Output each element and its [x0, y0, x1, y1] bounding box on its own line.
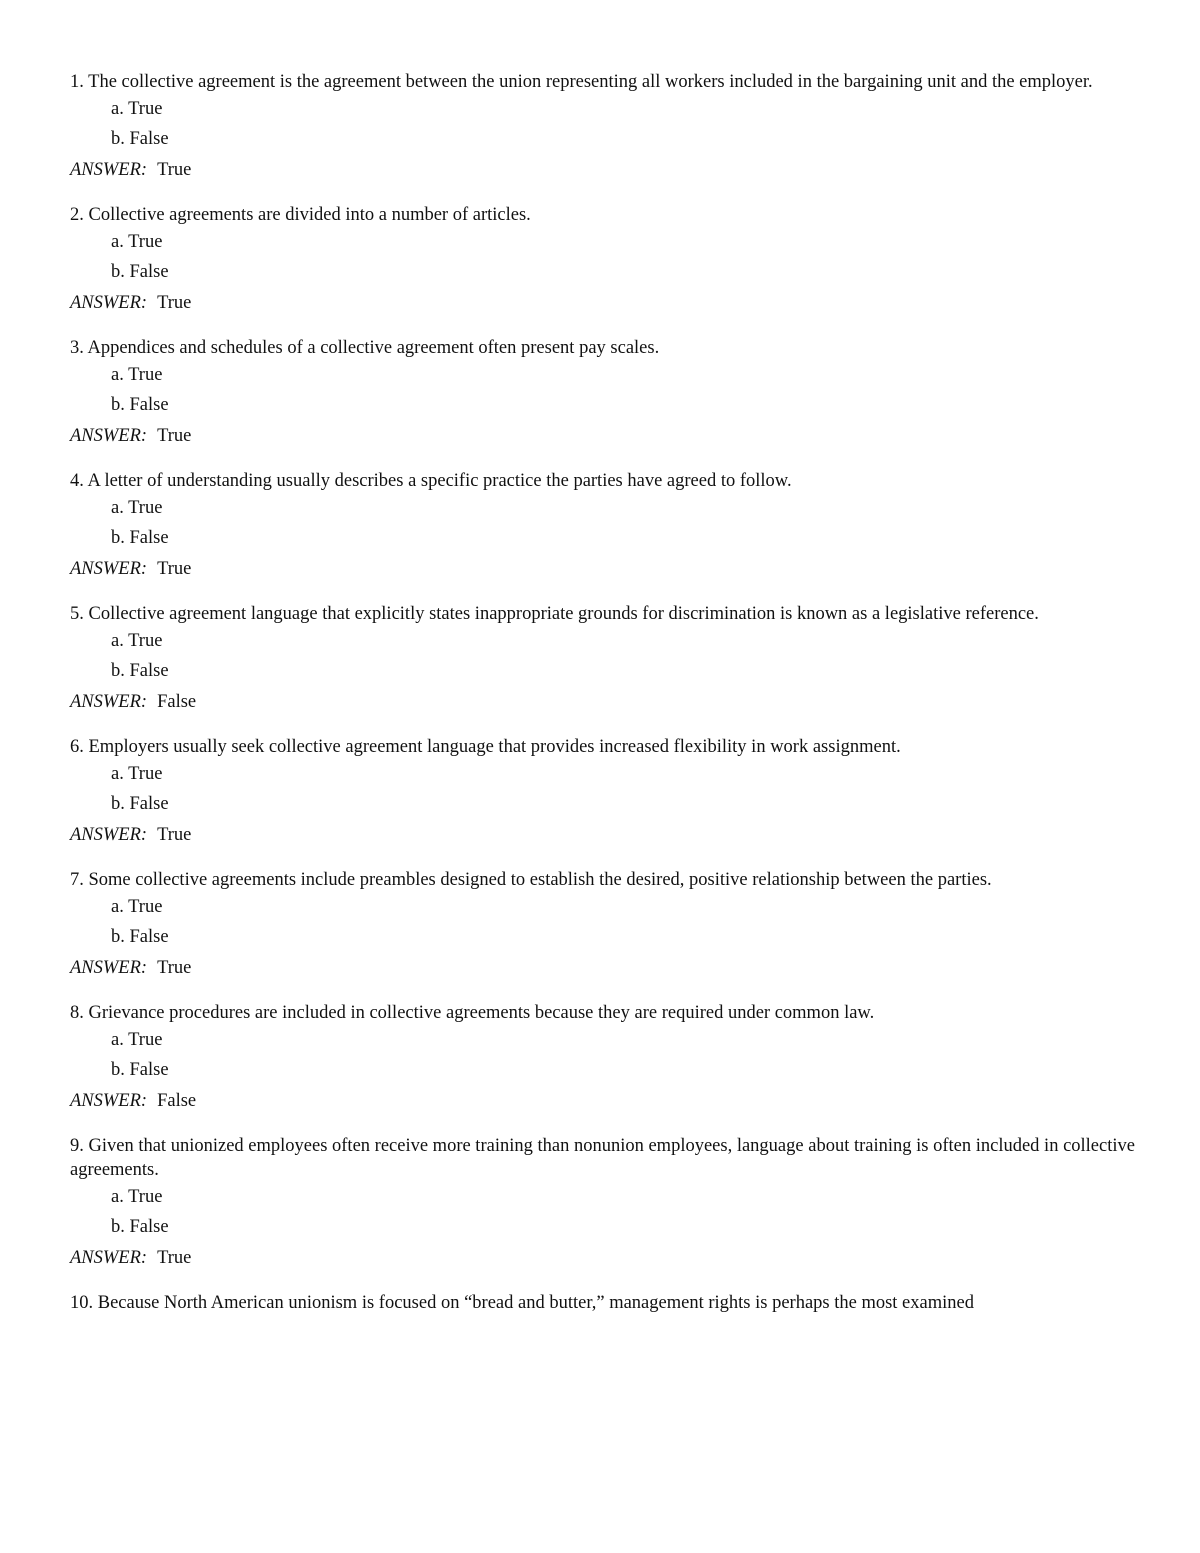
- question-text: 7. Some collective agreements include preambles designed to establish the desired, positive relationship between the parties.: [70, 870, 992, 890]
- question-4: [70, 469, 1135, 585]
- answer-line: [70, 287, 1135, 319]
- question-6: [70, 735, 1135, 851]
- answer-label: ANSWER:: [70, 559, 148, 579]
- question-text: 8. Grievance procedures are included in collective agreements because they are required under common law.: [70, 1003, 875, 1023]
- option-true: a. True: [111, 764, 163, 784]
- answer-line: [70, 952, 1135, 984]
- option-false: b. False: [111, 1060, 169, 1080]
- answer-line: [70, 1085, 1135, 1117]
- answer-value: True: [157, 958, 192, 978]
- question-1: [70, 70, 1135, 186]
- question-text: 10. Because North American unionism is focused on “bread and butter,” management rights is perhaps the most examined: [70, 1293, 974, 1313]
- answer-line: [70, 420, 1135, 452]
- answer-label: ANSWER:: [70, 293, 148, 313]
- option-true: a. True: [111, 897, 163, 917]
- answer-label: ANSWER:: [70, 160, 148, 180]
- question-text: 3. Appendices and schedules of a collective agreement often present pay scales.: [70, 338, 660, 358]
- answer-label: ANSWER:: [70, 825, 148, 845]
- answer-value: False: [157, 1091, 197, 1111]
- answer-line: [70, 553, 1135, 585]
- option-false: b. False: [111, 661, 169, 681]
- option-false: b. False: [111, 927, 169, 947]
- option-false: b. False: [111, 395, 169, 415]
- question-text: 2. Collective agreements are divided into a number of articles.: [70, 205, 531, 225]
- question-text: 1. The collective agreement is the agreement between the union representing all workers included in the bargaining unit and the employer.: [70, 72, 1093, 92]
- answer-line: [70, 686, 1135, 718]
- document-page: [70, 70, 1135, 1332]
- option-true: a. True: [111, 1187, 163, 1207]
- question-3: [70, 336, 1135, 452]
- option-true: a. True: [111, 232, 163, 252]
- option-false: b. False: [111, 794, 169, 814]
- question-text: 9. Given that unionized employees often receive more training than nonunion employees, language about training is often included in collective agreements.: [70, 1136, 1135, 1180]
- answer-value: True: [157, 559, 192, 579]
- question-text: 6. Employers usually seek collective agreement language that provides increased flexibility in work assignment.: [70, 737, 901, 757]
- answer-line: [70, 1242, 1135, 1274]
- answer-value: True: [157, 1248, 192, 1268]
- option-true: a. True: [111, 498, 163, 518]
- question-text: 5. Collective agreement language that explicitly states inappropriate grounds for discrimination is known as a legislative reference.: [70, 604, 1039, 624]
- answer-value: True: [157, 825, 192, 845]
- question-text: 4. A letter of understanding usually describes a specific practice the parties have agreed to follow.: [70, 471, 792, 491]
- answer-line: [70, 154, 1135, 186]
- question-9: [70, 1134, 1135, 1274]
- answer-value: False: [157, 692, 197, 712]
- question-7: [70, 868, 1135, 984]
- question-10: [70, 1291, 1135, 1315]
- answer-line: [70, 819, 1135, 851]
- option-true: a. True: [111, 631, 163, 651]
- answer-label: ANSWER:: [70, 1248, 148, 1268]
- answer-label: ANSWER:: [70, 958, 148, 978]
- option-false: b. False: [111, 129, 169, 149]
- option-true: a. True: [111, 1030, 163, 1050]
- answer-value: True: [157, 293, 192, 313]
- option-true: a. True: [111, 365, 163, 385]
- question-2: [70, 203, 1135, 319]
- answer-value: True: [157, 160, 192, 180]
- option-false: b. False: [111, 1217, 169, 1237]
- option-false: b. False: [111, 528, 169, 548]
- answer-label: ANSWER:: [70, 426, 148, 446]
- answer-label: ANSWER:: [70, 692, 148, 712]
- answer-value: True: [157, 426, 192, 446]
- question-5: [70, 602, 1135, 718]
- option-false: b. False: [111, 262, 169, 282]
- question-8: [70, 1001, 1135, 1117]
- answer-label: ANSWER:: [70, 1091, 148, 1111]
- option-true: a. True: [111, 99, 163, 119]
